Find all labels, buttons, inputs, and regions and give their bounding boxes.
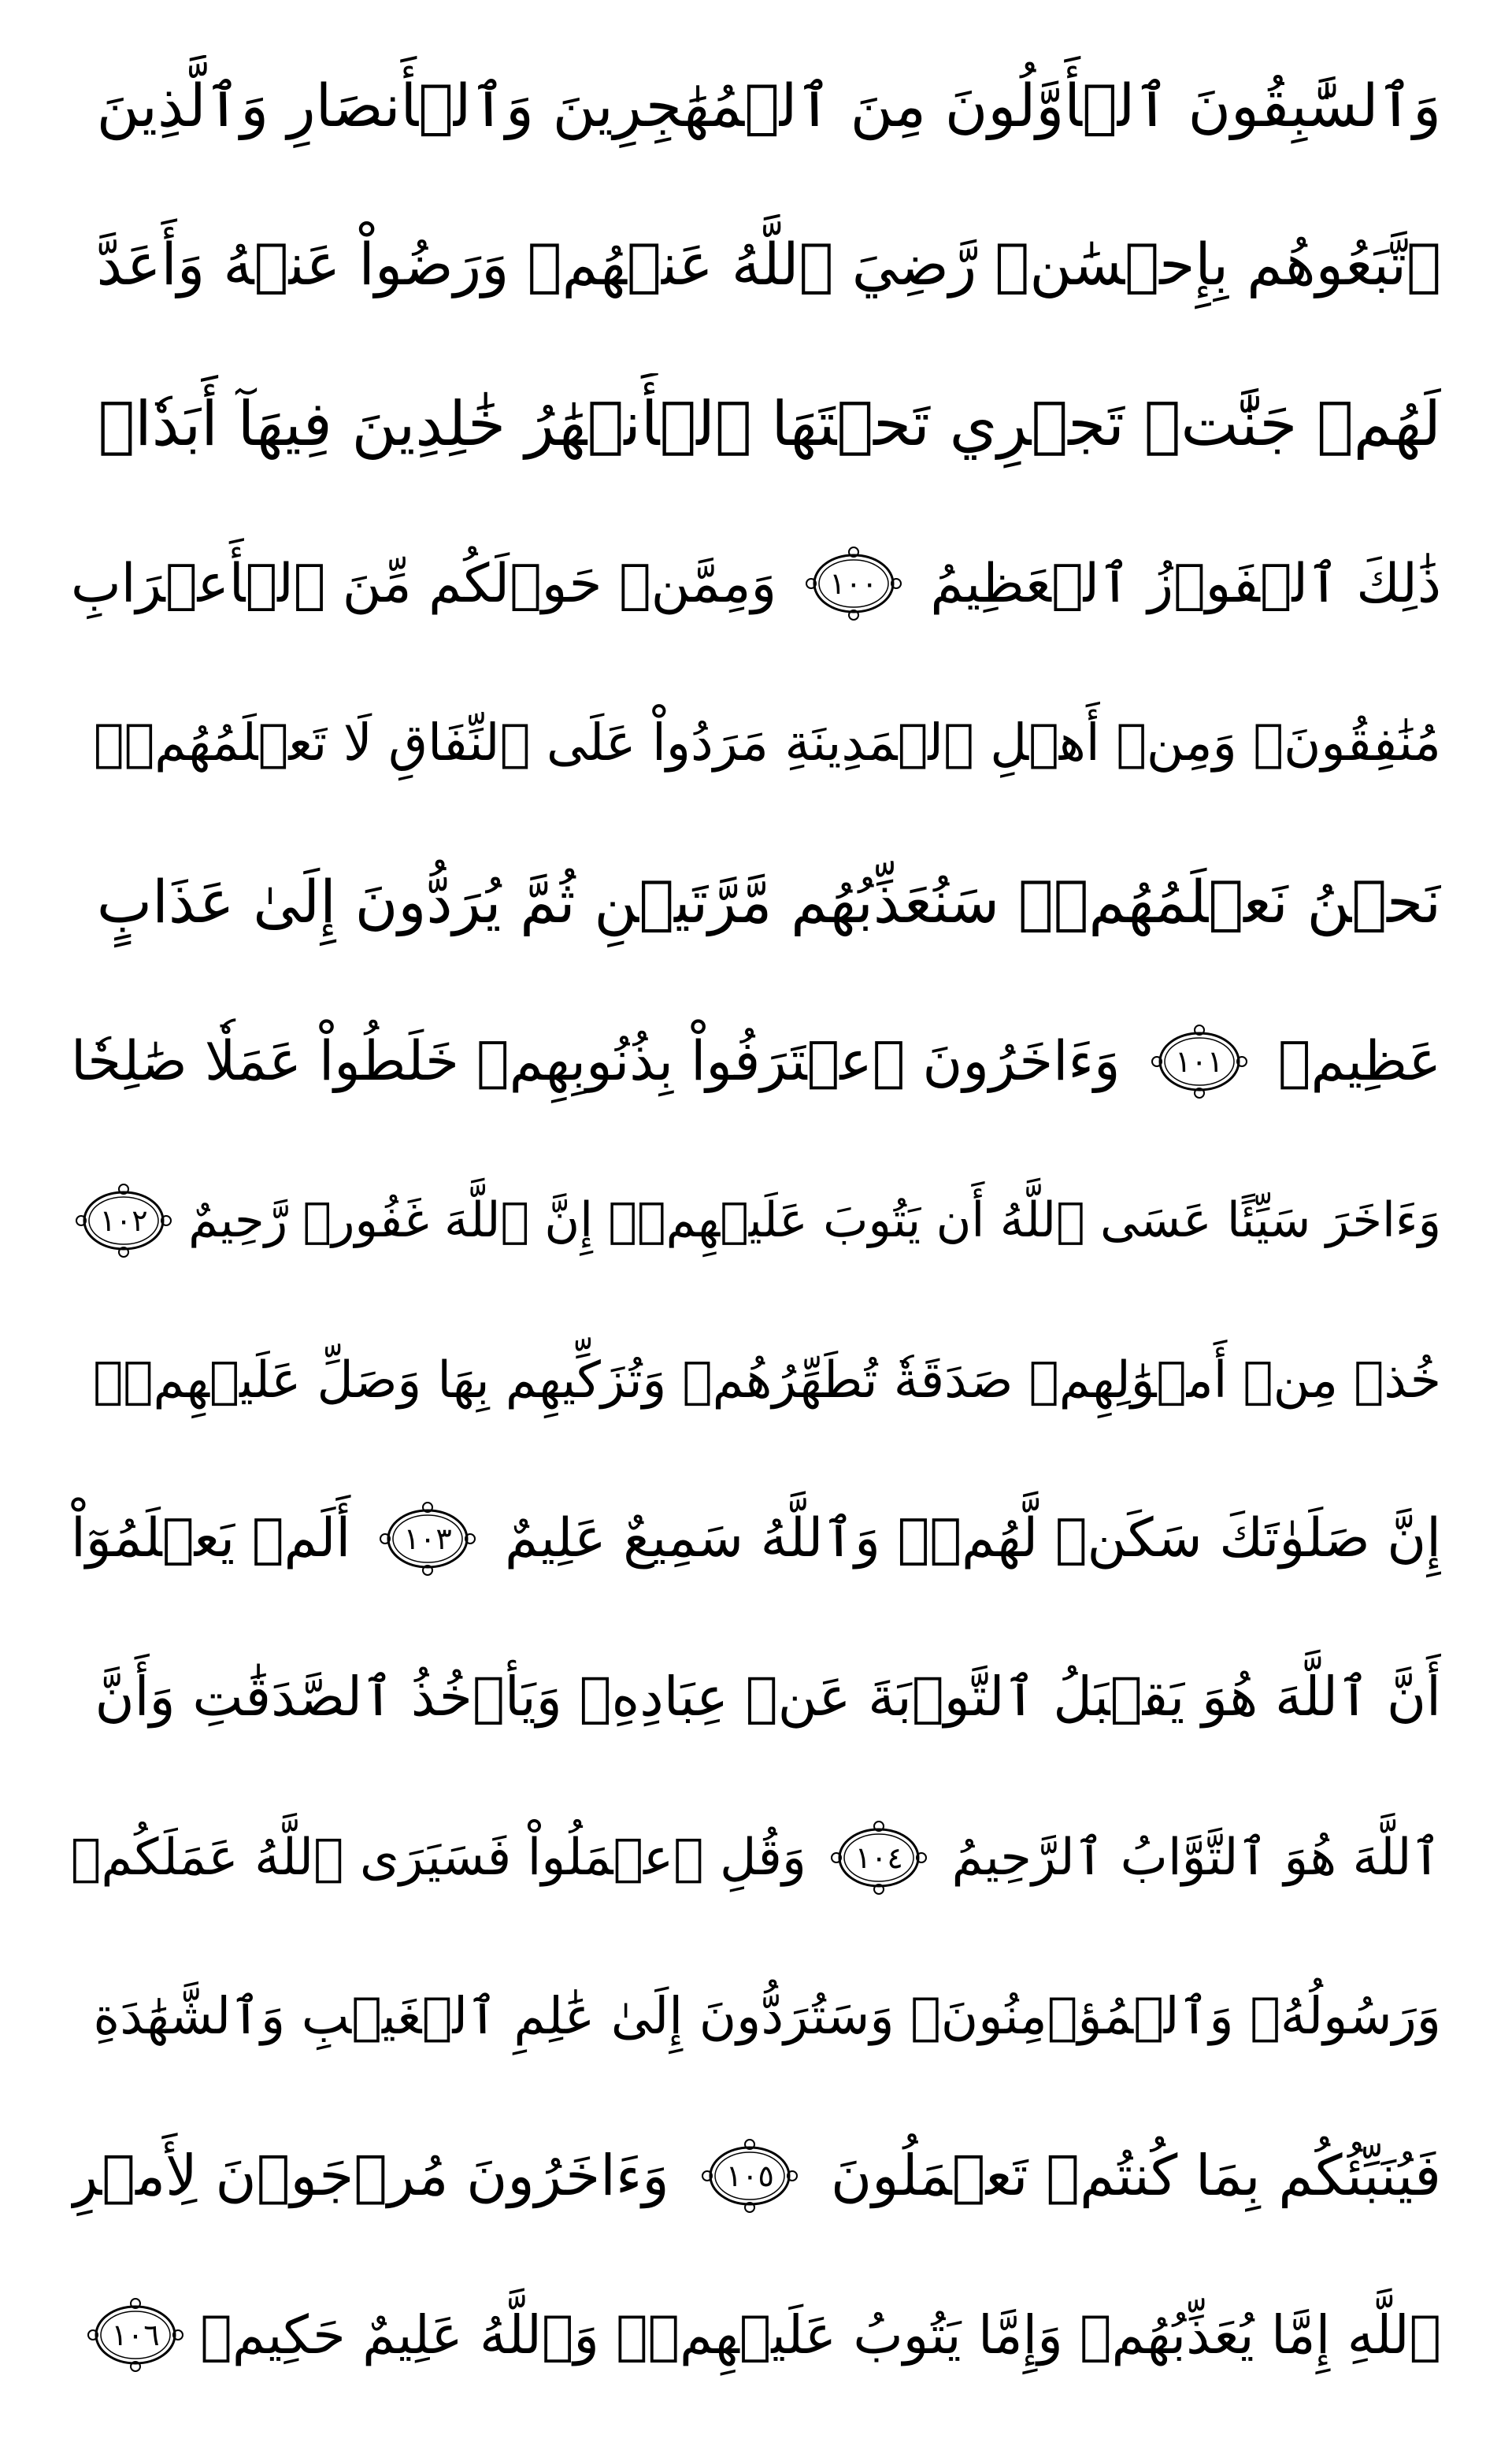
line-2-text: ٱتَّبَعُوهُم بِإِحۡسَٰنٖ رَّضِيَ ٱللَّهُ عَنۡهُمۡ وَرَضُواْ عَنۡهُ وَأَعَدَّ bbox=[96, 232, 1441, 299]
line-11-text: أَنَّ ٱللَّهَ هُوَ يَقۡبَلُ ٱلتَّوۡبَةَ عَنۡ عِبَادِهِۦ وَيَأۡخُذُ ٱلصَّدَقَٰتِ وَأَنَّ bbox=[94, 1666, 1441, 1729]
line-13-text: وَرَسُولُهُۥ وَٱلۡمُؤۡمِنُونَۖ وَسَتُرَدُّونَ إِلَىٰ عَٰلِمِ ٱلۡغَيۡبِ وَٱلشَّهَٰدَةِ bbox=[93, 1986, 1441, 2046]
line-10-text-end: أَلَمۡ يَعۡلَمُوٓاْ bbox=[71, 1507, 351, 1570]
text-line-13 bbox=[71, 1966, 1441, 2068]
line-7-text-end: وَءَاخَرُونَ ٱعۡتَرَفُواْ بِذُنُوبِهِمۡ خَلَطُواْ عَمَلٗا صَٰلِحٗا bbox=[71, 1029, 1121, 1093]
line-12-text-end: وَقُلِ ٱعۡمَلُواْ فَسَيَرَى ٱللَّهُ عَمَلَكُمۡ bbox=[71, 1828, 806, 1887]
line-12-text-start: ٱللَّهَ هُوَ ٱلتَّوَّابُ ٱلرَّحِيمُ bbox=[951, 1828, 1441, 1887]
line-15-text: ٱللَّهِ إِمَّا يُعَذِّبُهُمۡ وَإِمَّا يَتُوبُ عَلَيۡهِمۡۗ وَٱللَّهُ عَلِيمٌ حَكِيمٞ bbox=[200, 2303, 1441, 2366]
line-14-text-end: وَءَاخَرُونَ مُرۡجَوۡنَ لِأَمۡرِ bbox=[71, 2142, 669, 2208]
line-10-text-start: إِنَّ صَلَوٰتَكَ سَكَنٞ لَّهُمۡۗ وَٱللَّهُ سَمِيعٌ عَلِيمٌ bbox=[504, 1507, 1441, 1570]
line-9-text: خُذۡ مِنۡ أَمۡوَٰلِهِمۡ صَدَقَةٗ تُطَهِّرُهُمۡ وَتُزَكِّيهِم بِهَا وَصَلِّ عَلَيۡهِمۡۖ bbox=[93, 1351, 1441, 1410]
verse-end-marker bbox=[85, 2294, 186, 2376]
verse-number: ١٠١ bbox=[1175, 1043, 1224, 1079]
text-line-7 bbox=[71, 1010, 1441, 1113]
text-line-12 bbox=[71, 1807, 1441, 1909]
verse-end-marker bbox=[828, 1817, 929, 1899]
line-4-text-start: ذَٰلِكَ ٱلۡفَوۡزُ ٱلۡعَظِيمُ bbox=[930, 552, 1441, 615]
verse-end-marker bbox=[1149, 1021, 1250, 1103]
quran-text-column bbox=[71, 55, 1441, 2386]
text-line-15 bbox=[71, 2284, 1441, 2386]
line-8-text: وَءَاخَرَ سَيِّئًا عَسَى ٱللَّهُ أَن يَتُوبَ عَلَيۡهِمۡۚ إِنَّ ٱللَّهَ غَفُورٞ رَّحِيمٌ bbox=[188, 1191, 1441, 1248]
line-7-text-start: عَظِيمٖ bbox=[1277, 1029, 1441, 1093]
text-line-8 bbox=[71, 1169, 1441, 1272]
text-line-11 bbox=[71, 1647, 1441, 1749]
text-line-3 bbox=[71, 373, 1441, 476]
line-5-text: مُنَٰفِقُونَۖ وَمِنۡ أَهۡلِ ٱلۡمَدِينَةِ مَرَدُواْ عَلَى ٱلنِّفَاقِ لَا تَعۡلَمُهُمۡۖ bbox=[93, 713, 1441, 773]
line-3-text: لَهُمۡ جَنَّٰتٖ تَجۡرِي تَحۡتَهَا ٱلۡأَنۡهَٰرُ خَٰلِدِينَ فِيهَآ أَبَدٗاۚ bbox=[98, 389, 1441, 461]
text-line-14 bbox=[71, 2125, 1441, 2227]
verse-number: ١٠٥ bbox=[725, 2158, 774, 2193]
verse-end-marker bbox=[377, 1498, 478, 1580]
verse-end-marker bbox=[699, 2135, 800, 2217]
text-line-9 bbox=[71, 1329, 1441, 1431]
verse-end-marker bbox=[73, 1180, 174, 1262]
verse-number: ١٠٠ bbox=[829, 566, 878, 602]
line-6-text: نَحۡنُ نَعۡلَمُهُمۡۚ سَنُعَذِّبُهُم مَّرَّتَيۡنِ ثُمَّ يُرَدُّونَ إِلَىٰ عَذَابٍ bbox=[96, 867, 1441, 936]
text-line-1 bbox=[71, 55, 1441, 158]
text-line-10 bbox=[71, 1488, 1441, 1590]
text-line-4 bbox=[71, 532, 1441, 635]
line-14-text-start: فَيُنَبِّئُكُم بِمَا كُنتُمۡ تَعۡمَلُونَ bbox=[830, 2142, 1441, 2208]
text-line-2 bbox=[71, 214, 1441, 317]
line-4-text-end: وَمِمَّنۡ حَوۡلَكُم مِّنَ ٱلۡأَعۡرَابِ bbox=[71, 552, 777, 615]
line-1-text: وَٱلسَّٰبِقُونَ ٱلۡأَوَّلُونَ مِنَ ٱلۡمُهَٰجِرِينَ وَٱلۡأَنصَارِ وَٱلَّذِينَ bbox=[96, 72, 1441, 140]
text-line-5 bbox=[71, 692, 1441, 795]
verse-end-marker bbox=[803, 543, 904, 624]
text-line-6 bbox=[71, 851, 1441, 954]
verse-number: ١٠٣ bbox=[403, 1521, 452, 1557]
verse-number: ١٠٤ bbox=[854, 1840, 903, 1875]
verse-number: ١٠٢ bbox=[99, 1203, 148, 1238]
verse-number: ١٠٦ bbox=[111, 2317, 160, 2352]
